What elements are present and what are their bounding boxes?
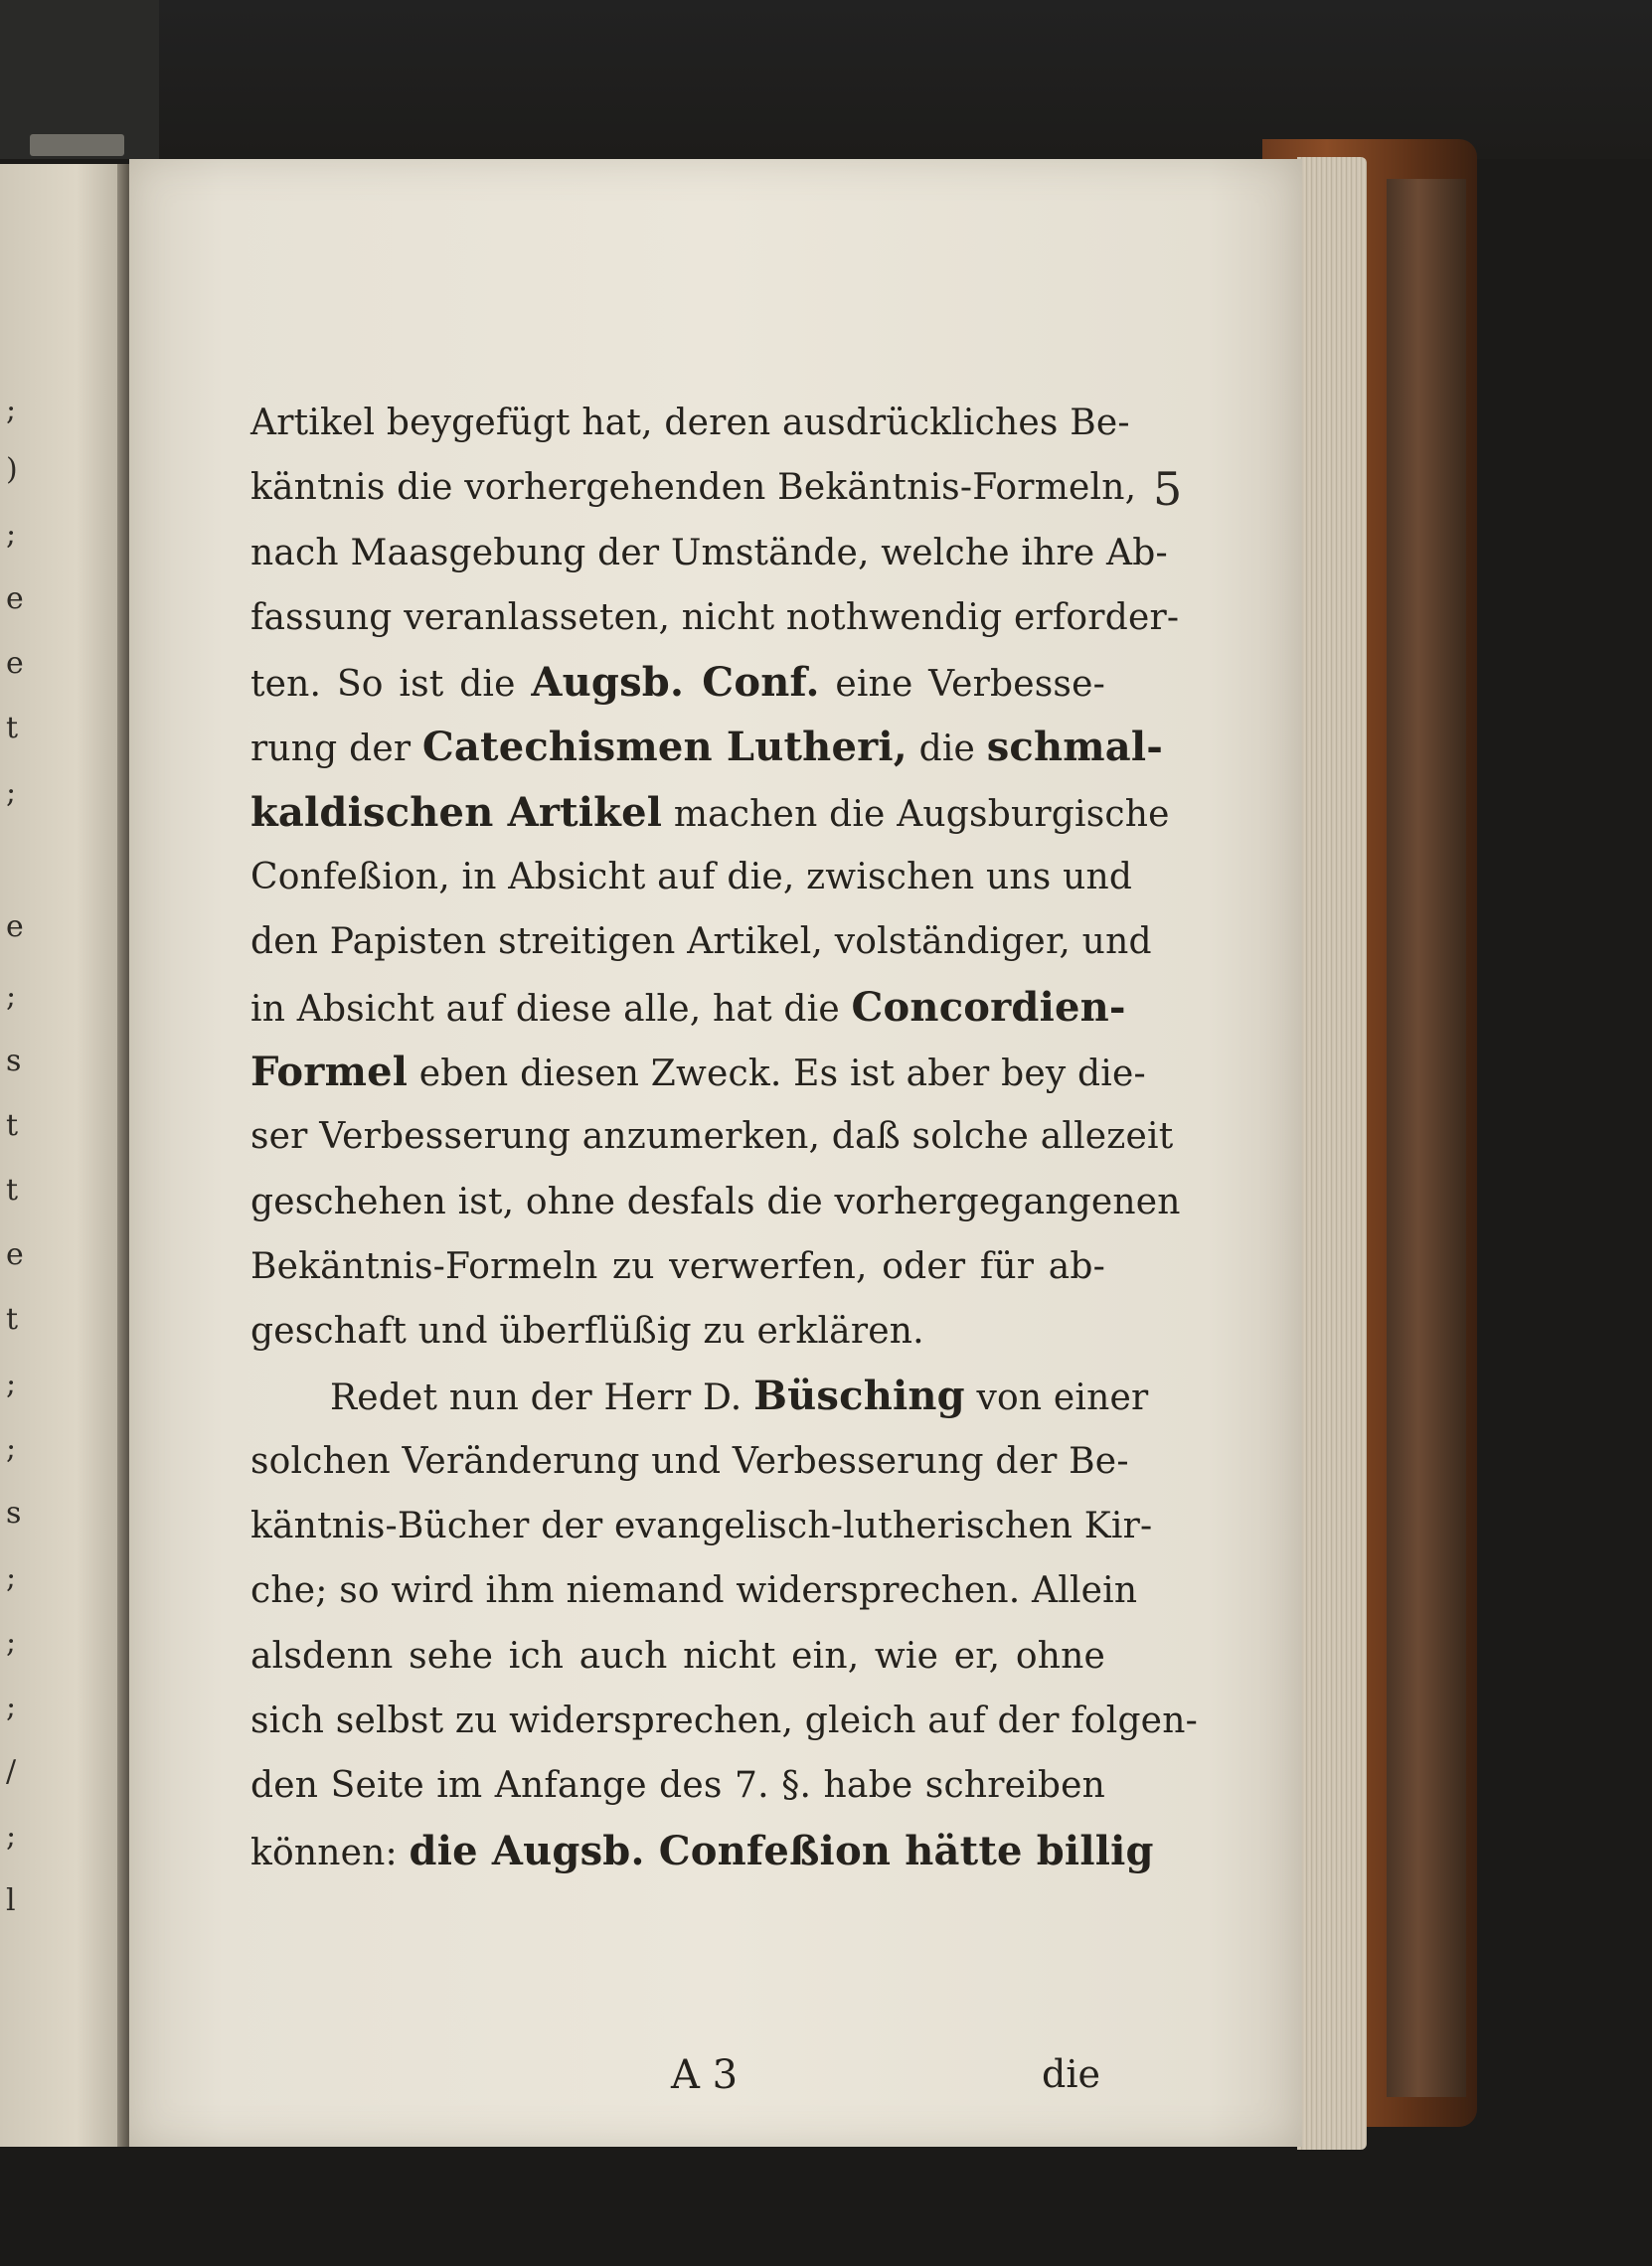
book-clasp — [30, 134, 124, 156]
text-line: käntnis die vorhergehenden Bekäntnis-Formeln, — [250, 467, 1137, 509]
left-fragment: ; — [6, 979, 17, 1014]
text-line: ser Verbesserung anzumerken, daß solche allezeit — [250, 1116, 1174, 1158]
left-fragment: t — [6, 1173, 19, 1208]
emphasis: Concordien- — [851, 983, 1126, 1031]
text-line: fassung veranlasseten, nicht nothwendig erforder- — [250, 596, 1180, 638]
line-segment: eben diesen Zweck. Es ist aber bey die- — [418, 1052, 1146, 1094]
line-segment: die — [918, 728, 976, 770]
text-line — [250, 1364, 1149, 1428]
line-segment: können: — [250, 1832, 398, 1873]
line-segment: eine Verbesse- — [835, 664, 1105, 706]
left-fragment: e — [6, 1237, 24, 1272]
left-fragment: ) — [6, 452, 18, 487]
text-line: den Seite im Anfange des 7. §. habe schreiben — [250, 1765, 1105, 1807]
line-segment: rung der — [250, 728, 412, 770]
left-fragment: t — [6, 1302, 19, 1337]
page-number: 5 — [1153, 462, 1183, 516]
cover-edge — [1387, 179, 1466, 2097]
text-line: geschehen ist, ohne desfals die vorhergegangenen — [250, 1181, 1181, 1222]
left-fragment: e — [6, 646, 24, 681]
text-line: Artikel beygefügt hat, deren ausdrückliches Be- — [250, 403, 1130, 443]
background-surface — [0, 0, 1652, 159]
left-fragment: s — [6, 1044, 22, 1078]
body-text — [250, 391, 1198, 1883]
left-fragment: ; — [6, 1625, 17, 1660]
text-line: den Papisten streitigen Artikel, volständiger, und — [250, 921, 1152, 963]
text-line: nach Maasgebung der Umstände, welche ihre Ab- — [250, 532, 1168, 573]
page-footer — [129, 2052, 1302, 2112]
left-fragment: e — [6, 909, 24, 944]
left-fragment: ; — [6, 1819, 17, 1854]
emphasis: kaldischen Artikel — [250, 788, 663, 836]
text-line: sich selbst zu widersprechen, gleich auf der folgen- — [250, 1700, 1198, 1741]
line-segment: So ist die — [336, 664, 516, 706]
line-segment: in Absicht auf diese alle, hat die — [250, 988, 840, 1030]
emphasis: schmal- — [986, 724, 1164, 771]
adjacent-book — [0, 0, 159, 159]
left-fragment: ; — [6, 393, 17, 427]
left-fragment: e — [6, 581, 24, 616]
emphasis: Catechismen Lutheri, — [421, 724, 908, 771]
left-fragment: ; — [6, 1367, 17, 1401]
text-line: alsdenn sehe ich auch nicht ein, wie er, ohne — [250, 1635, 1105, 1677]
text-line — [250, 650, 1105, 715]
left-fragment: t — [6, 1108, 19, 1143]
emphasis: Augsb. Conf. — [531, 659, 820, 707]
text-line — [250, 1040, 1146, 1104]
text-line — [250, 975, 1126, 1040]
text-line: che; so wird ihm niemand widersprechen. Allein — [250, 1570, 1138, 1612]
text-line — [250, 1819, 1154, 1883]
catchword: die — [1042, 2052, 1100, 2096]
line-segment: machen die Augsburgische — [673, 793, 1170, 835]
left-fragment: ; — [6, 1690, 17, 1724]
text-line — [250, 715, 1164, 779]
emphasis: Formel — [250, 1048, 409, 1095]
emphasis: Büsching — [753, 1373, 965, 1420]
text-line: geschaft und überflüßig zu erklären. — [250, 1311, 924, 1353]
text-line: käntnis-Bücher der evangelisch-lutherischen Kir- — [250, 1506, 1153, 1547]
left-fragment: / — [6, 1754, 17, 1789]
page-stack-edge — [1297, 157, 1367, 2150]
left-fragment: ; — [6, 1560, 17, 1595]
left-fragment: l — [6, 1883, 16, 1918]
left-fragment: ; — [6, 775, 17, 810]
text-line: Bekäntnis-Formeln zu verwerfen, oder für ab- — [250, 1245, 1105, 1287]
left-fragment: s — [6, 1496, 22, 1531]
text-line: solchen Veränderung und Verbesserung der Be- — [250, 1440, 1129, 1482]
emphasis: die Augsb. Confeßion hätte billig — [409, 1827, 1154, 1874]
left-fragment: ; — [6, 1431, 17, 1466]
line-segment: von einer — [976, 1377, 1149, 1419]
line-segment: Redet nun der Herr D. — [330, 1377, 743, 1419]
left-fragment: t — [6, 711, 19, 745]
left-fragment: ; — [6, 517, 17, 552]
line-segment: ten. — [250, 664, 322, 706]
text-line — [250, 780, 1170, 845]
signature-mark: A 3 — [671, 2052, 739, 2098]
text-line: Confeßion, in Absicht auf die, zwischen uns und — [250, 857, 1133, 898]
left-page — [0, 164, 127, 2147]
